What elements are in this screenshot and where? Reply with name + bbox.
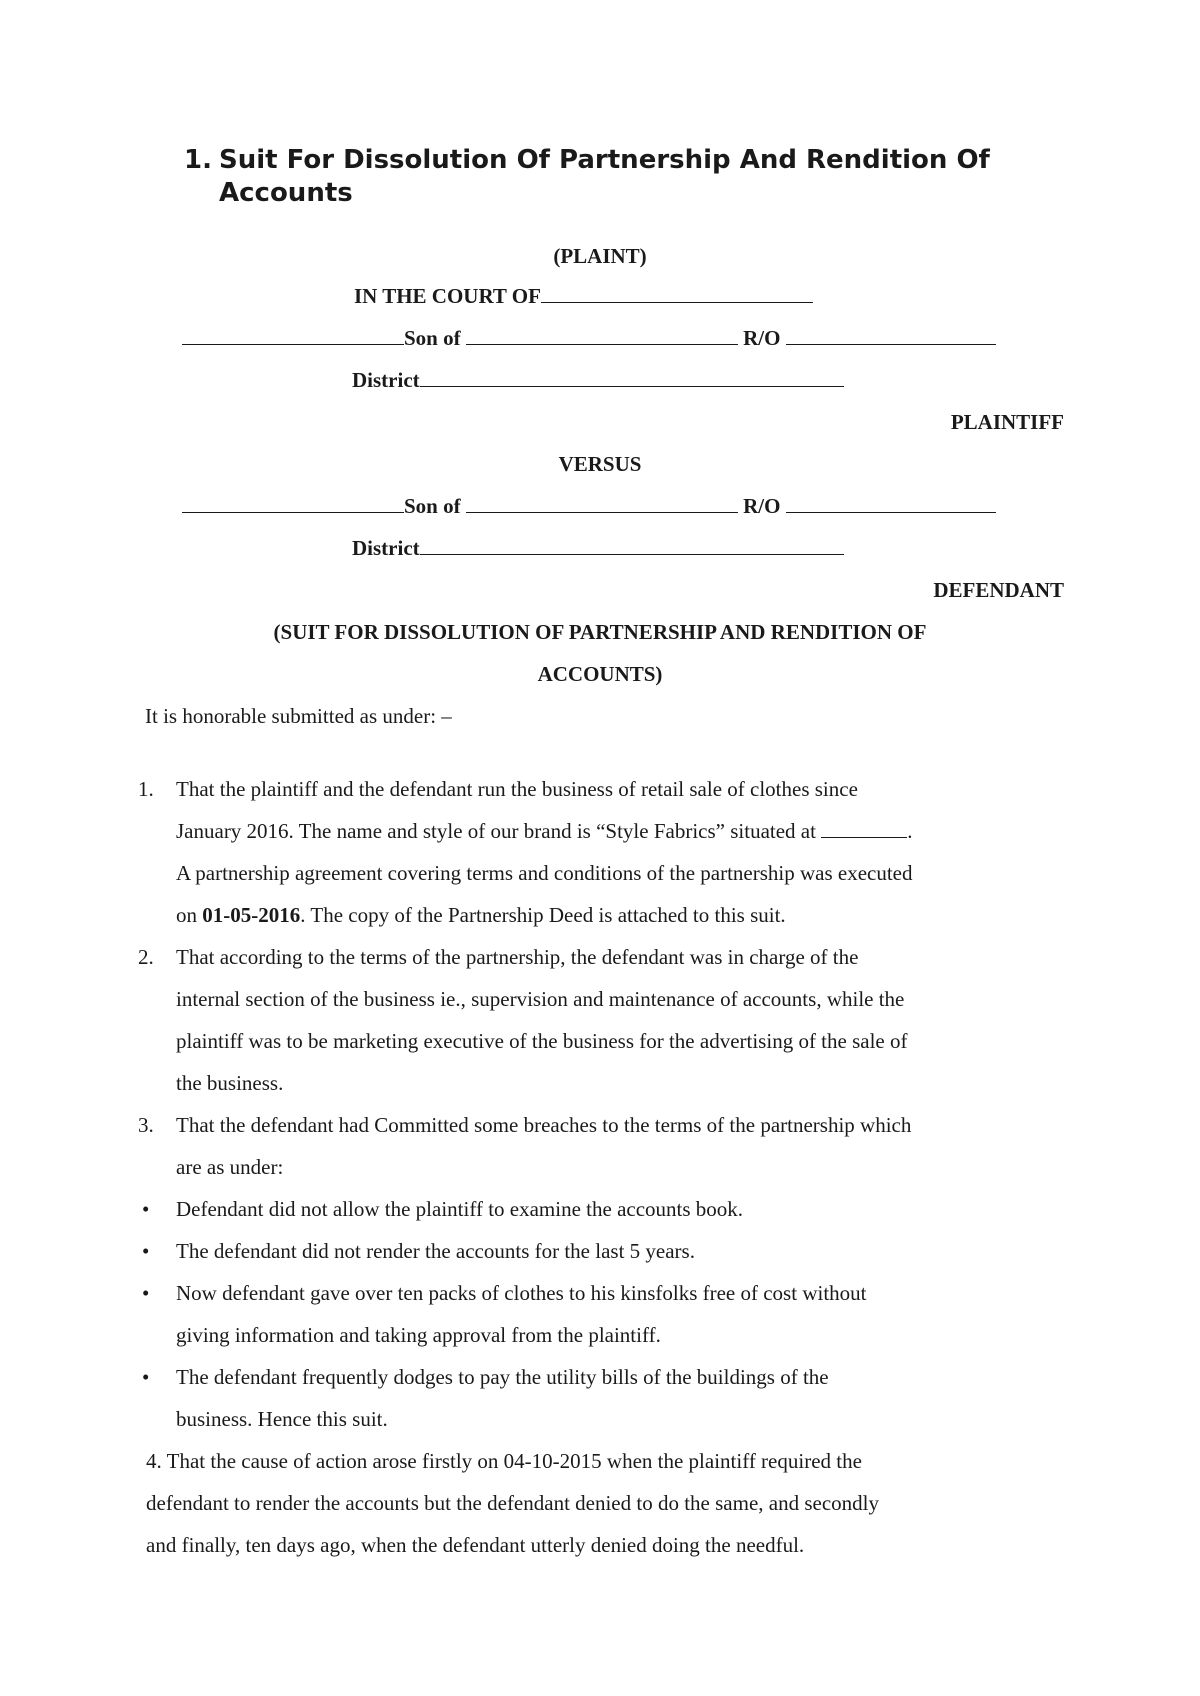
paragraph-line: 4. That the cause of action arose firstly on 04-10-2015 when the plaintiff required the xyxy=(146,1449,862,1473)
plaintiff-name-blank xyxy=(182,326,404,345)
item-line xyxy=(176,894,1078,936)
item-line: plaintiff was to be marketing executive of the business for the advertising of the sale of xyxy=(176,1029,908,1053)
item-line: That according to the terms of the partnership, the defendant was in charge of the xyxy=(176,945,859,969)
plaintiff-father-blank xyxy=(466,326,738,345)
deed-date: 01-05-2016 xyxy=(202,903,301,927)
defendant-district-blank xyxy=(420,536,844,555)
plaintiff-details-line xyxy=(182,326,996,351)
son-of-label: Son of xyxy=(404,494,461,518)
defendant-label: DEFENDANT xyxy=(933,578,1064,602)
ro-label: R/O xyxy=(743,494,781,518)
defendant-district-line xyxy=(352,536,844,561)
court-blank xyxy=(541,284,813,303)
item-number: 1. xyxy=(138,777,154,801)
item-line: internal section of the business ie., supervision and maintenance of accounts, while the xyxy=(176,987,905,1011)
bullet-line: The defendant frequently dodges to pay the utility bills of the buildings of the xyxy=(176,1365,829,1389)
title-text: Suit For Dissolution Of Partnership And Rendition Of Accounts xyxy=(219,145,990,208)
item-line: the business. xyxy=(176,1071,284,1095)
paragraph-4 xyxy=(146,1440,1078,1566)
versus-label: VERSUS xyxy=(558,452,642,476)
intro-text: It is honorable submitted as under: – xyxy=(145,704,452,728)
defendant-residence-blank xyxy=(786,494,996,513)
bullet-item xyxy=(138,1188,1078,1230)
item-text: January 2016. The name and style of our brand is “Style Fabrics” situated at xyxy=(176,819,816,843)
bullet-item xyxy=(138,1356,1078,1440)
bullet-icon: • xyxy=(142,1197,150,1221)
item-line xyxy=(176,810,1078,852)
plaintiff-residence-blank xyxy=(786,326,996,345)
ro-label: R/O xyxy=(743,326,781,350)
item-line: are as under: xyxy=(176,1155,284,1179)
list-item xyxy=(138,1104,1078,1188)
list-item xyxy=(138,936,1078,1104)
bullet-line: Defendant did not allow the plaintiff to examine the accounts book. xyxy=(176,1197,744,1221)
item-text: on xyxy=(176,903,197,927)
defendant-name-blank xyxy=(182,494,404,513)
item-line: That the plaintiff and the defendant run the business of retail sale of clothes since xyxy=(176,777,858,801)
suit-heading-line2: ACCOUNTS) xyxy=(537,662,663,686)
bullet-icon: • xyxy=(142,1365,150,1389)
item-line: That the defendant had Committed some breaches to the terms of the partnership which xyxy=(176,1113,912,1137)
plaintiff-district-blank xyxy=(420,368,844,387)
bullet-item xyxy=(138,1272,1078,1356)
bullet-line: business. Hence this suit. xyxy=(176,1407,388,1431)
item-text: . The copy of the Partnership Deed is attached to this suit. xyxy=(300,903,786,927)
bullet-icon: • xyxy=(142,1281,150,1305)
bullet-line: giving information and taking approval from the plaintiff. xyxy=(176,1323,661,1347)
defendant-father-blank xyxy=(466,494,738,513)
plaintiff-label: PLAINTIFF xyxy=(950,410,1064,434)
court-label: IN THE COURT OF xyxy=(354,284,541,308)
suit-heading-line1: (SUIT FOR DISSOLUTION OF PARTNERSHIP AND RENDITION OF xyxy=(273,620,927,644)
defendant-details-line xyxy=(182,494,996,519)
document-title xyxy=(184,144,1064,210)
numbered-list xyxy=(138,768,1078,1566)
paragraph-line: defendant to render the accounts but the defendant denied to do the same, and secondly xyxy=(146,1491,879,1515)
bullet-item xyxy=(138,1230,1078,1272)
plaintiff-district-line xyxy=(352,368,844,393)
item-text: . xyxy=(907,819,913,843)
court-line xyxy=(354,284,813,309)
bullet-line: Now defendant gave over ten packs of clothes to his kinsfolks free of cost without xyxy=(176,1281,867,1305)
district-label: District xyxy=(352,368,420,392)
item-number: 2. xyxy=(138,945,154,969)
bullet-line: The defendant did not render the accounts for the last 5 years. xyxy=(176,1239,695,1263)
item-number: 3. xyxy=(138,1113,154,1137)
plaint-label: (PLAINT) xyxy=(553,244,647,268)
list-item xyxy=(138,768,1078,936)
bullet-icon: • xyxy=(142,1239,150,1263)
paragraph-line: and finally, ten days ago, when the defendant utterly denied doing the needful. xyxy=(146,1533,805,1557)
district-label: District xyxy=(352,536,420,560)
son-of-label: Son of xyxy=(404,326,461,350)
item-line: A partnership agreement covering terms and conditions of the partnership was executed xyxy=(176,861,913,885)
location-blank xyxy=(821,819,907,838)
title-number: 1. xyxy=(184,145,212,175)
